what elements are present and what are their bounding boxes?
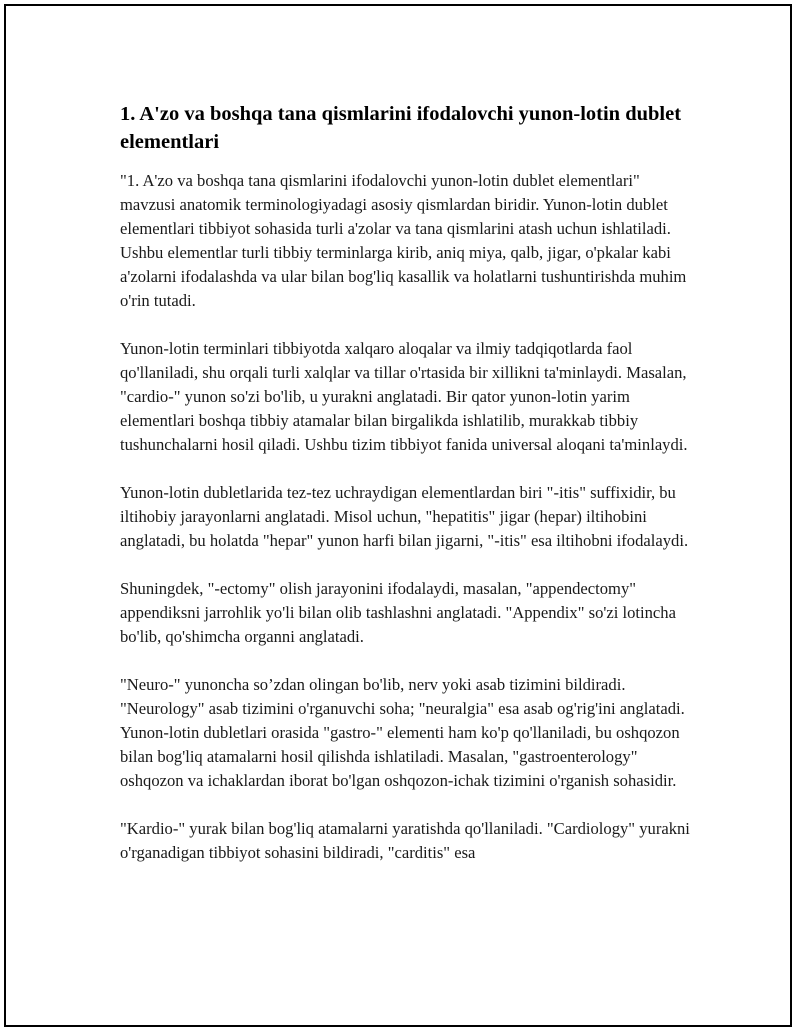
paragraph-4: Shuningdek, "-ectomy" olish jarayonini ifodalaydi, masalan, "appendectomy" appendiksni jarrohlik yo'li bilan olib tashlashni anglatadi. "Appendix" so'zi lotincha bo'lib, qo'shimcha organni anglatadi. [120,579,676,646]
document-body [120,100,690,889]
paragraph-1: "1. A'zo va boshqa tana qismlarini ifodalovchi yunon-lotin dublet elementlari" mavzusi anatomik terminologiyadagi asosiy qismlardan biridir. Yunon-lotin dublet elementlari tibbiyot sohasida turli a'zolar va tana qismlarini atash uchun ishlatiladi. Ushbu elementlar turli tibbiy terminlarga kirib, aniq miya, qalb, jigar, o'pkalar kabi a'zolarni ifodalashda va ular bilan bog'liq kasallik va holatlarni tushuntirishda muhim o'rin tutadi. [120,171,687,310]
paragraph-2: Yunon-lotin terminlari tibbiyotda xalqaro aloqalar va ilmiy tadqiqotlarda faol qo'llaniladi, shu orqali turli xalqlar va tillar o'rtasida bir xillikni ta'minlaydi. Masalan, "cardio-" yunon so'zi bo'lib, u yurakni anglatadi. Bir qator yunon-lotin yarim elementlari boshqa tibbiy atamalar bilan birgalikda ishlatilib, murakkab tibbiy tushunchalarni hosil qiladi. Ushbu tizim tibbiyot fanida universal aloqani ta'minlaydi. [120,339,688,454]
document-page [4,4,792,1027]
paragraph-3: Yunon-lotin dubletlarida tez-tez uchraydigan elementlardan biri "-itis" suffixidir, bu iltihobiy jarayonlarni anglatadi. Misol uchun, "hepatitis" jigar (hepar) iltihobini anglatadi, bu holatda "hepar" yunon harfi bilan jigarni, "-itis" esa iltihobni ifodalaydi. [120,483,689,550]
document-heading: 1. A'zo va boshqa tana qismlarini ifodalovchi yunon-lotin dublet elementlari [120,103,682,153]
paragraph-6: "Kardio-" yurak bilan bog'liq atamalarni yaratishda qo'llaniladi. "Cardiology" yurakni o'rganadigan tibbiyot sohasini bildiradi, "carditis" esa [120,819,690,862]
paragraph-5: "Neuro-" yunoncha so’zdan olingan bo'lib, nerv yoki asab tizimini bildiradi. "Neurology" asab tizimini o'rganuvchi soha; "neuralgia" esa asab og'rig'ini anglatadi. Yunon-lotin dubletlari orasida "gastro-" elementi ham ko'p qo'llaniladi, bu oshqozon bilan bog'liq atamalarni hosil qilishda ishlatiladi. Masalan, "gastroenterology" oshqozon va ichaklardan iborat bo'lgan oshqozon-ichak tizimini o'rganish sohasidir. [120,675,685,790]
